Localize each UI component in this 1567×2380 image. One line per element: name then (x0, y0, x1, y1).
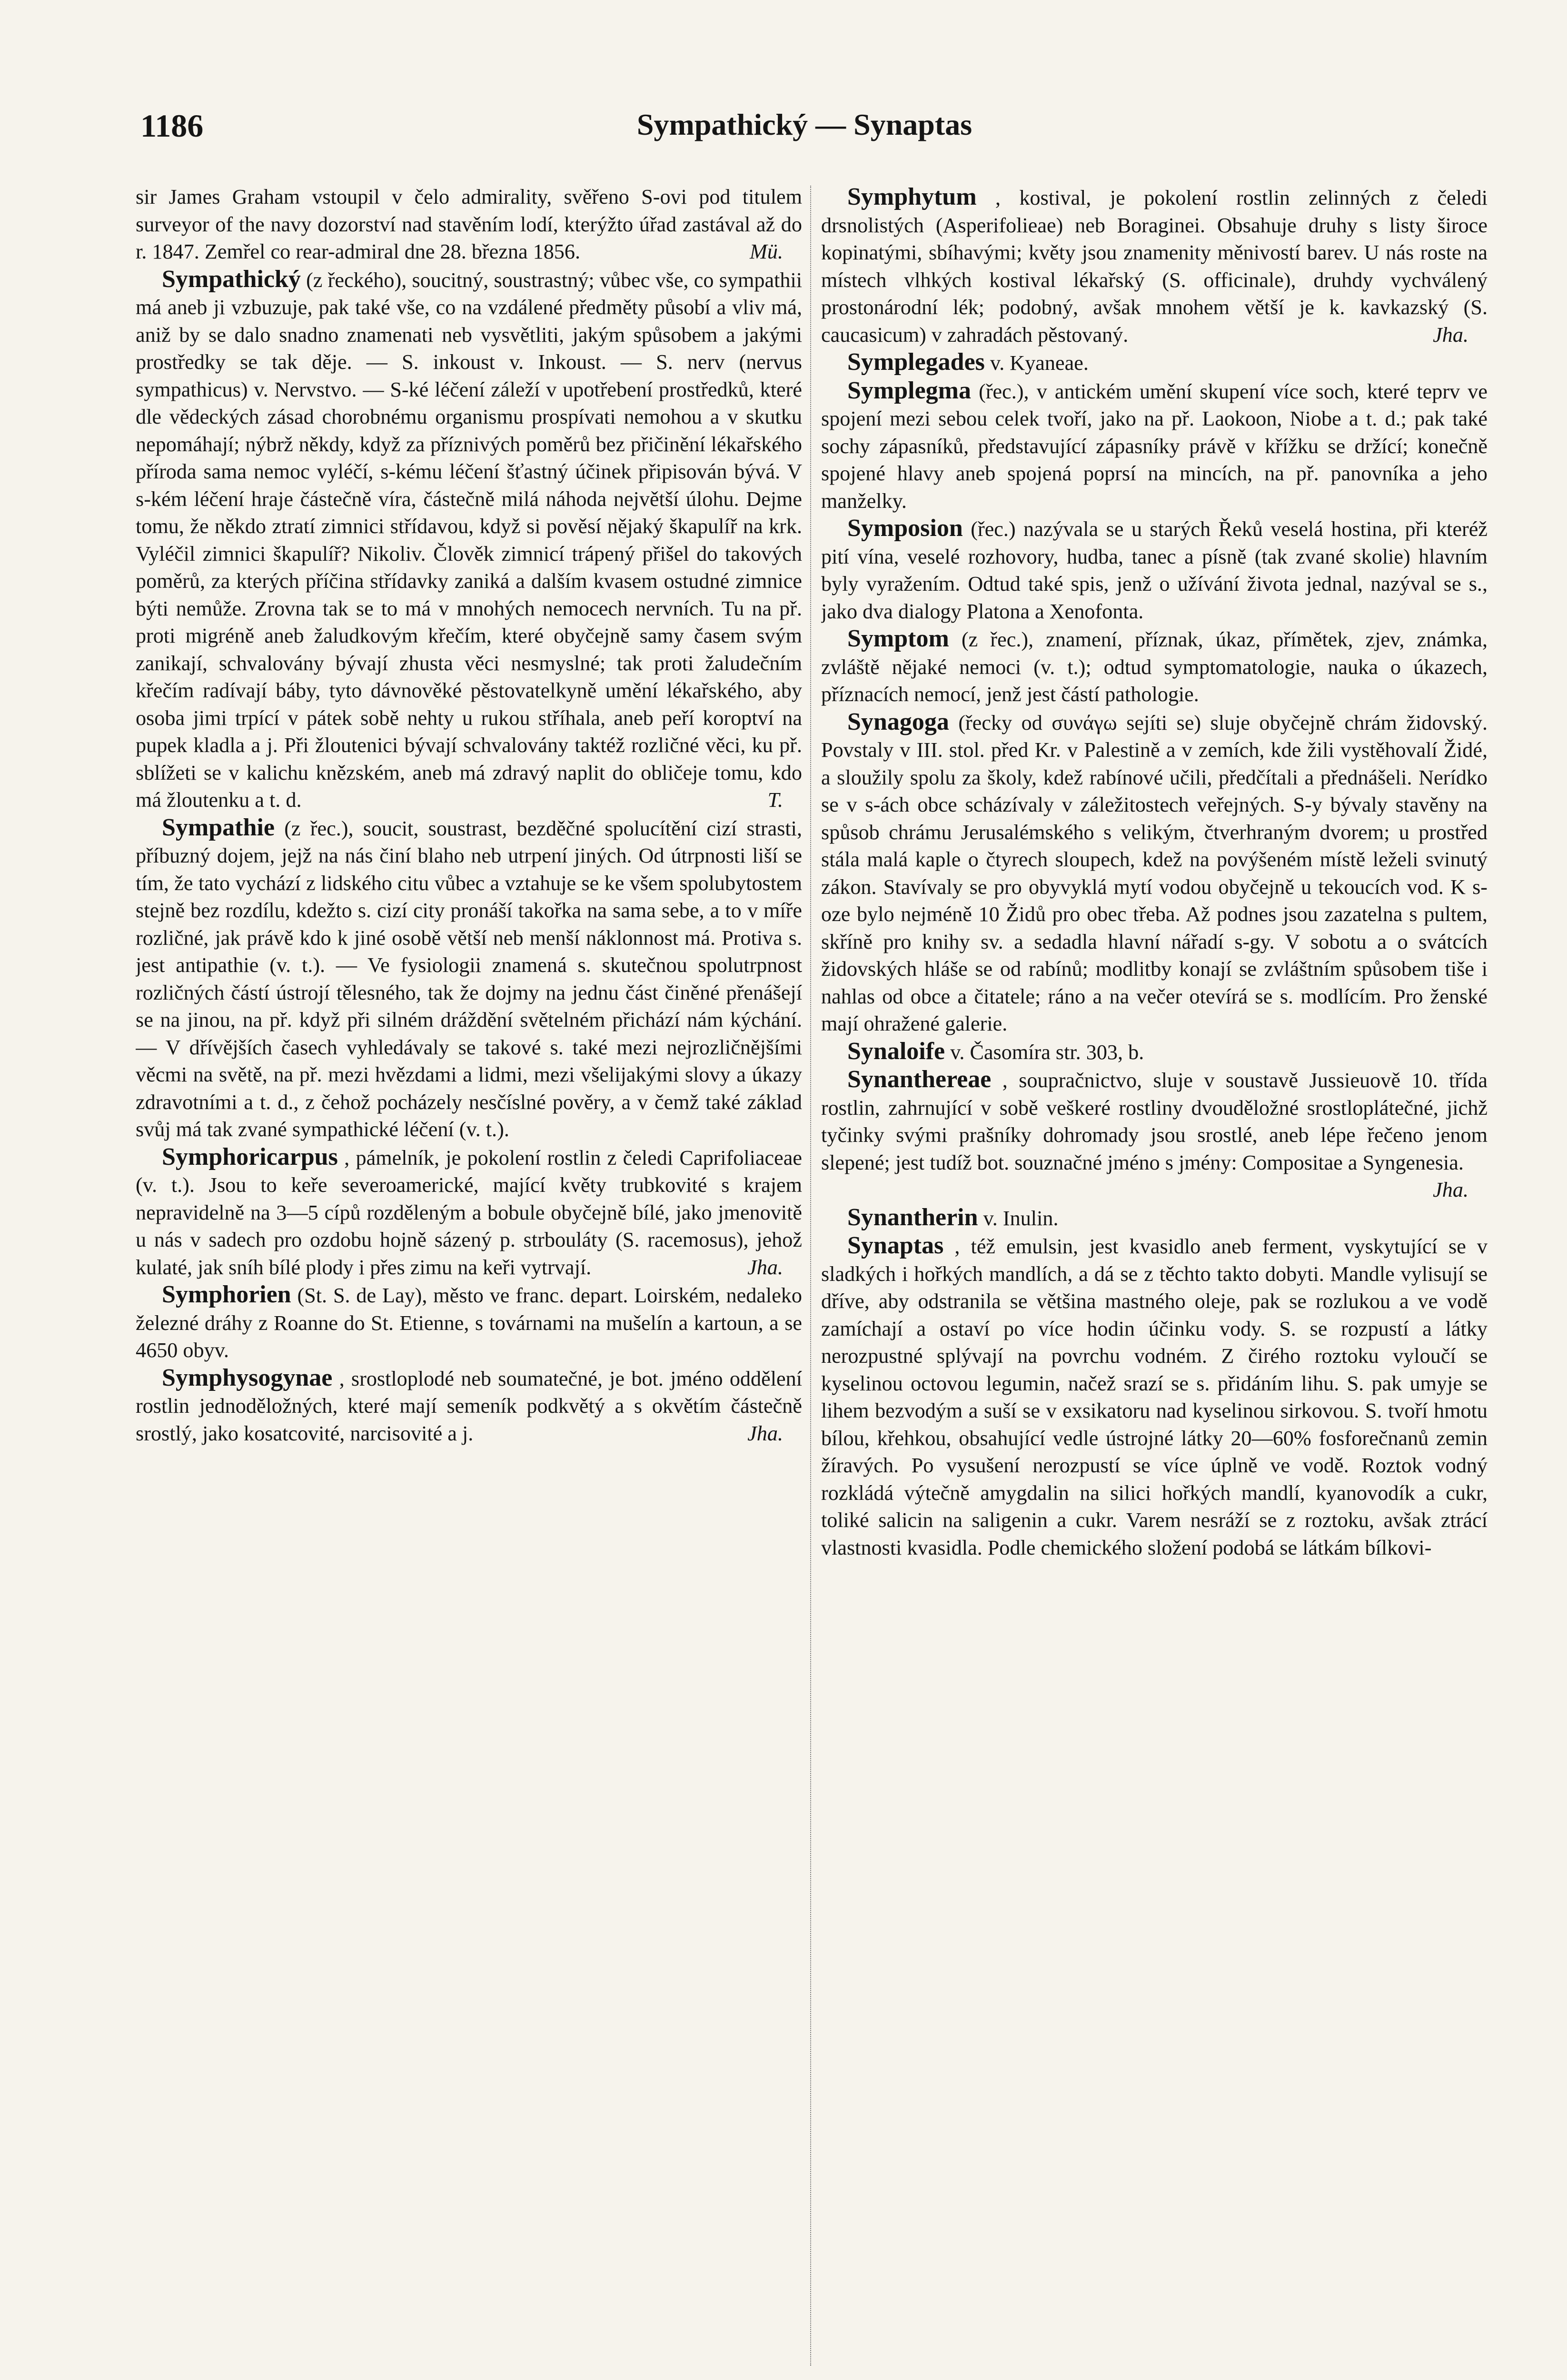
entry-headword: Synantherin (847, 1203, 978, 1231)
entry-headword: Symplegades (847, 348, 985, 376)
entry-paragraph (821, 348, 1488, 377)
entry-headword: Symplegma (847, 377, 971, 404)
dictionary-entry (136, 183, 802, 266)
entry-paragraph (136, 183, 802, 266)
entry-paragraph (136, 1143, 802, 1281)
entry-paragraph (821, 1204, 1488, 1232)
entry-text: , kostival, je pokolení rostlin zelinných z čeledi drsnolistých (Asperifolieae) neb Boraginei. Obsahuje druhy s listy široce kopinatými, sbíhavými; květy jsou znamenity měnivostí barev. U nás roste na místech vlhkých kostival lékařský (S. officinale), druhdy vychválený prostonárodní lék; podobný, avšak mnohem větší je k. kavkazský (S. caucasicum) v zahradách pěstovaný. (821, 186, 1488, 347)
entry-headword: Synagoga (847, 708, 949, 735)
entry-headword: Synaptas (847, 1232, 944, 1259)
entry-paragraph (821, 183, 1488, 348)
entry-text: (z řec.), znamení, příznak, úkaz, přímětek, zjev, známka, zvláště nějaké nemoci (v. t.); odtud symptomatologie, nauka o úkazech, příznacích nemocí, jenž jest částí pathologie. (821, 628, 1488, 706)
entry-headword: Symphysogynae (162, 1364, 333, 1391)
entry-text: (z řeckého), soucitný, soustrastný; vůbec vše, co sympathii má aneb ji vzbuzuje, pak také vše, co na vzdálené předměty působí a vliv má, aniž by se dalo snadno znamenati neb vysvětliti, jakým spůsobem a jakými prostředky se tak děje. — S. inkoust v. Inkoust. — S. nerv (nervus sympathicus) v. Nervstvo. — S-ké léčení záleží v upotřebení prostředků, které dle vědeckých zásad chorobnému organismu prospívati nemohou a v skutku nepomáhají; nýbrž někdy, když za příznivých poměrů bez přičinění lékařského příroda sama nemoc vyléčí, s-kému léčení šťastný účinek připisován bývá. V s-kém léčení hraje částečně víra, částečně milá náhoda největší úlohu. Dejme tomu, že někdo ztratí zimnici střídavou, když si pověsí nějaký škapulíř na krk. Vyléčil zimnici škapulíř? Nikoliv. Člověk zimnicí trápený přišel do takových poměrů, za kterých příčina střídavky zaniká a dalším kvasem ostudné zimnice býti nemůže. Zrovna tak se to má v mnohých nemocech nervních. Tu na př. proti migréně aneb žaludkovým křečím, které obyčejně samy časem svým zanikají, schvalovány bývají zhusta věci nesmyslné; tak proti žaludečním křečím radívají báby, tyto dávnověké pěstovatelkyně umění lékařského, aby osoba jimi trpící v pátek sobě nehty u rukou stříhala, aneb peří koroptví na pupek kladla a j. Při žloutenici bývají schvalovány taktéž rozličné věci, ku př. sblížeti se v kalichu knězském, aneb má zdravý naplit do obličeje tomu, kdo má žloutenku a t. d. (136, 268, 802, 812)
entry-text: , pámelník, je pokolení rostlin z čeledi Caprifoliaceae (v. t.). Jsou to keře severoamerické, mající květy trubkovité s krajem nepravidelně na 3—5 cípů rozděleným a bobule obyčejně bílé, jako jmenovitě u nás v sadech pro ozdobu hojně sázený p. strbouláty (S. racemosus), jehož kulaté, jak sníh bílé plody i přes zimu na keři vytrvají. (136, 1146, 802, 1279)
left-column (136, 183, 802, 2380)
entry-paragraph (821, 377, 1488, 515)
entry-text: sir James Graham vstoupil v čelo admirality, svěřeno S-ovi pod titulem surveyor of the navy dozorství nad stavěním lodí, kterýžto úřad zastával až do r. 1847. Zemřel co rear-admiral dne 28. března 1856. (136, 185, 802, 263)
column-divider (810, 186, 811, 2366)
dictionary-entry (821, 708, 1488, 1038)
dictionary-entry (136, 1143, 802, 1281)
entry-paragraph (821, 708, 1488, 1038)
author-signature: T. (767, 788, 783, 812)
entry-paragraph (821, 625, 1488, 708)
dictionary-entry (136, 814, 802, 1143)
author-signature: Jha. (1433, 1178, 1468, 1201)
dictionary-entry (821, 1204, 1488, 1232)
entry-headword: Synaloife (847, 1037, 945, 1065)
dictionary-entry (821, 1066, 1488, 1204)
dictionary-entry (136, 1364, 802, 1448)
author-signature: Mü. (750, 240, 783, 263)
entry-paragraph (136, 1281, 802, 1364)
entry-text: v. Časomíra str. 303, b. (950, 1040, 1144, 1064)
entry-headword: Symposion (847, 515, 963, 542)
dictionary-entry (821, 348, 1488, 377)
entry-text: v. Kyaneae. (990, 351, 1089, 375)
entry-headword: Synanthereae (847, 1066, 992, 1093)
entry-text: (St. S. de Lay), město ve franc. depart. Loirském, nedaleko železné dráhy z Roanne do St. Etienne, s továrnami na mušelín a kartoun, a se 4650 obyv. (136, 1284, 802, 1362)
entry-paragraph (136, 1364, 802, 1448)
entry-text: , soupračnictvo, sluje v soustavě Jussieuově 10. třída rostlin, zahrnující v sobě veškeré rostliny dvouděložné srostloplátečné, jichž tyčinky svými prašníky dohromady jsou srostlé, aneb lépe řečeno jenom slepené; jest tudíž bot. souznačné jméno s jmény: Compositae a Syngenesia. (821, 1069, 1488, 1174)
dictionary-entry (136, 1281, 802, 1364)
entry-text: , srostloplodé neb soumatečné, je bot. jméno oddělení rostlin jednoděložných, které mají semeník podkvětý a s okvětím částečně srostlý, jako kosatcovité, narcisovité a j. (136, 1367, 802, 1445)
dictionary-entry (821, 515, 1488, 625)
entry-text: (řec.) nazývala se u starých Řeků veselá hostina, při kteréž pití vína, veselé rozhovory, hudba, tanec a písně (tak zvané skolie) hlavním byly vyražením. Odtud také spis, jenž o užívání života jednal, nazýval se s., jako dva dialogy Platona a Xenofonta. (821, 517, 1488, 623)
entry-paragraph (821, 1232, 1488, 1561)
dictionary-entry (821, 1038, 1488, 1066)
entry-headword: Sympathický (162, 265, 301, 293)
entry-paragraph (821, 515, 1488, 625)
entry-text: (řecky od συνάγω sejíti se) sluje obyčejně chrám židovský. Povstaly v III. stol. před Kr. v Palestině a v zemích, kde žili vystěhovalí Židé, a sloužily spolu za školy, kdež rabínové učili, předčítali a přednášeli. Nerídko se v s-ách obce scházívaly v záležitostech veřejných. S-y bývaly stavěny na spůsob chrámu Jerusalémského s velikým, čtverhraným dvorem; u prostřed stála malá kaple o čtyrech sloupech, kdež na povýšeném místě leželi svinutý zákon. Stavívaly se pro obyvyklá mytí vodou obyčejně u tekoucích vod. K s-oze bylo nejméně 10 Židů pro obec třeba. Až podnes jsou zazatelna s pultem, skříně pro knihy sv. a sedadla hlavní nářadí s-gy. V sobotu a o svátcích židovských hláše se od rabínů; modlitby konají se zvláštním spůsobem tiše i nahlas od obce a čitatele; ráno a na večer otevírá se s. modlícím. Pro ženské mají ohražené galerie. (821, 711, 1488, 1035)
dictionary-entry (821, 183, 1488, 348)
right-column (821, 183, 1488, 2380)
page-header (140, 107, 1468, 150)
dictionary-entry (821, 625, 1488, 708)
entry-paragraph (821, 1038, 1488, 1066)
entry-headword: Symphytum (847, 183, 977, 210)
dictionary-entry (821, 1232, 1488, 1561)
entry-text: (z řec.), soucit, soustrast, bezděčné spolucítění cizí strasti, příbuzný dojem, jejž na nás činí blaho neb utrpení jiných. Od útrpnosti liší se tím, že tato vychází z lidského citu vůbec a vztahuje se ke všem spolubytostem stejně bez rozdílu, kdežto s. cizí city pronáší takořka na sama sebe, a to v míře rozličné, jak právě kdo k jiné osobě větší neb menší náklonnost má. Protiva s. jest antipathie (v. t.). — Ve fysiologii znamená s. skutečnou spolutrpnost rozličných částí ústrojí tělesného, tak že dojmy na jednu část činěné přenášejí se na jinou, na př. když při silném dráždění světelném přichází nám kýchání. — V dřívějších časech vyhledávaly se takové s. také mezi nejrozličnějšími věcmi na světě, na př. mezi hvězdami a lidmi, mezi všelijakými slovy a úkazy zdravotními a t. d., z čehož pocházely nesčíslné pověry, a v čemž také základ svůj má tak zvané sympathické léčení (v. t.). (136, 816, 802, 1141)
running-head: Sympathický — Synaptas (636, 108, 972, 141)
author-signature: Jha. (747, 1421, 783, 1445)
author-signature: Jha. (1433, 323, 1468, 347)
entry-text: v. Inulin. (983, 1206, 1059, 1230)
entry-headword: Symphoricarpus (162, 1143, 338, 1170)
entry-headword: Symptom (847, 625, 949, 652)
entry-headword: Symphorien (162, 1281, 291, 1308)
entry-headword: Sympathie (162, 813, 275, 841)
entry-text: , též emulsin, jest kvasidlo aneb ferment, vyskytující se v sladkých i hořkých mandlích, a dá se z těchto takto dobyti. Mandle vylisují se dříve, aby odstranila se většina mastného oleje, pak se rozlukou a ve vodě zamíchají a ostaví po více hodin účinku vody. S. se rozpustí a látky nerozpustné splývají na povrchu vodném. Z čirého roztoku vyloučí se kyselinou octovou legumin, načež srazí se s. přidáním lihu. S. pak umyje se lihem bezvodým a suší se v exsikatoru nad kyselinou sirkovou. S. tvoří hmotu bílou, křehkou, obsahující vedle ústrojné látky 20—60% fosforečnanů zemin žíravých. Po vysušení nerozpustí se více úplně ve vodě. Roztok vodný rozkládá výtečně amygdalin na silici hořkých mandlí, kyanovodík a cukr, toliké salicin na saligenin a cukr. Varem nesráží se z roztoku, avšak ztrácí vlastnosti kvasidla. Podle chemického složení podobá se látkám bílkovi- (821, 1235, 1488, 1559)
author-signature: Jha. (747, 1255, 783, 1279)
entry-paragraph (821, 1066, 1488, 1201)
entry-text: (řec.), v antickém umění skupení více soch, které teprv ve spojení mezi sebou celek tvoří, jako na př. Laokoon, Niobe a t. d.; pak také sochy zápasníků, představující zápasníky právě v křížku se držící; konečně spojené hlavy aneb spojená poprsí na mincích, na př. panovníka a jeho manželky. (821, 379, 1488, 513)
entry-paragraph (136, 814, 802, 1143)
page-number: 1186 (140, 108, 204, 144)
dictionary-entry (821, 377, 1488, 515)
dictionary-entry (136, 266, 802, 814)
entry-paragraph (136, 266, 802, 814)
